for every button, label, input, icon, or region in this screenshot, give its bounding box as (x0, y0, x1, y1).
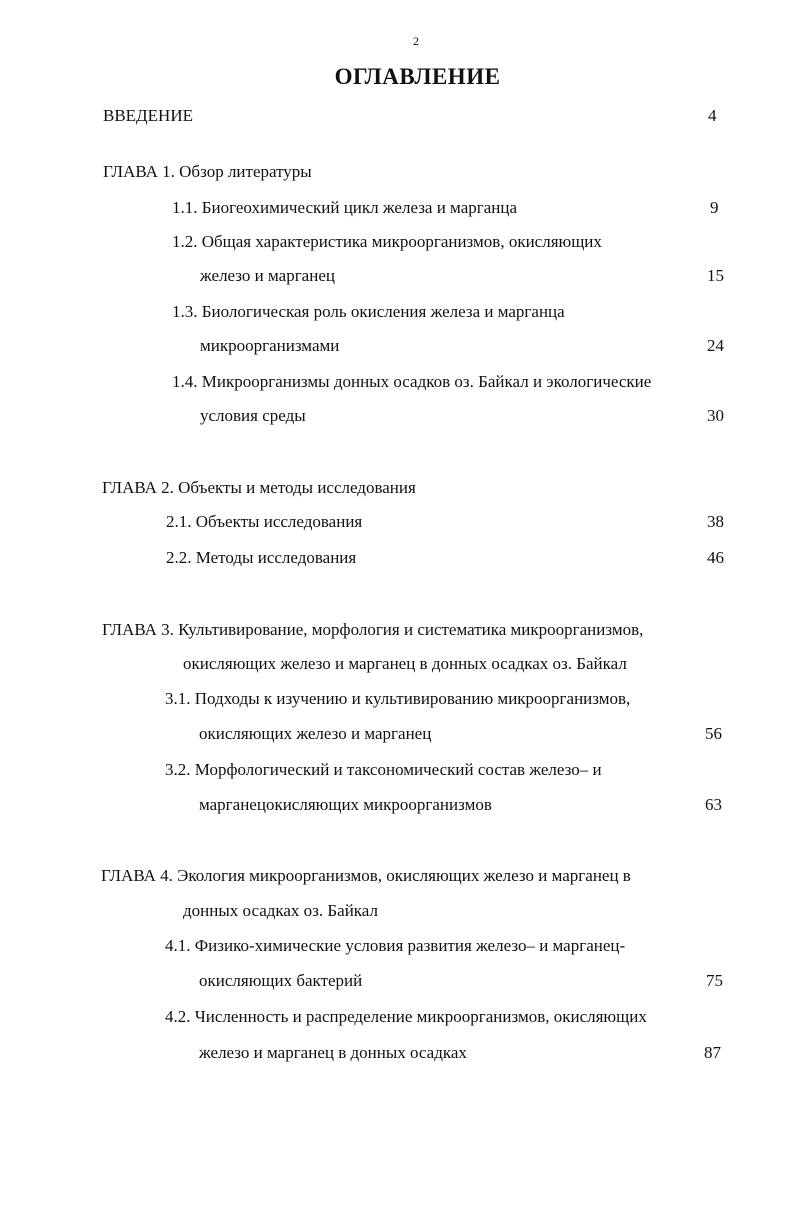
toc-section-3-1-title-line1: 3.1. Подходы к изучению и культивированию микроорганизмов, (165, 689, 631, 708)
toc-intro-page: 4 (708, 106, 717, 125)
toc-section-1-2-title-line1: 1.2. Общая характеристика микроорганизмов, окисляющих (172, 232, 602, 251)
toc-section-4-1-title-line1: 4.1. Физико-химические условия развития железо– и марганец- (165, 936, 626, 955)
toc-section-2-2-title: 2.2. Методы исследования (166, 548, 357, 567)
toc-section-3-1-title-line2: окисляющих железо и марганец (199, 724, 432, 743)
toc-section-4-1-title-line2: окисляющих бактерий (199, 971, 363, 990)
toc-chapter-1-title: ГЛАВА 1. Обзор литературы (103, 162, 312, 181)
toc-section-1-2-title-line2: железо и марганец (200, 266, 335, 285)
toc-chapter-4-title-line2: донных осадках оз. Байкал (183, 901, 378, 920)
toc-chapter-4-title-line1: ГЛАВА 4. Экология микроорганизмов, окисляющих железо и марганец в (101, 866, 631, 885)
toc-section-1-3-page: 24 (707, 336, 724, 355)
page-title: ОГЛАВЛЕНИЕ (334, 64, 501, 89)
toc-section-1-2-page: 15 (707, 266, 724, 285)
toc-section-4-2-page: 87 (704, 1043, 721, 1062)
page-number: 2 (413, 34, 419, 48)
toc-intro-title: ВВЕДЕНИЕ (103, 106, 193, 125)
toc-section-1-3-title-line1: 1.3. Биологическая роль окисления железа и марганца (172, 302, 565, 321)
toc-section-1-4-title-line2: условия среды (200, 406, 306, 425)
toc-chapter-2-title: ГЛАВА 2. Объекты и методы исследования (102, 478, 416, 497)
toc-section-1-1-page: 9 (710, 198, 719, 217)
toc-chapter-3-title-line1: ГЛАВА 3. Культивирование, морфология и систематика микроорганизмов, (102, 620, 644, 639)
toc-section-1-3-title-line2: микроорганизмами (200, 336, 340, 355)
toc-section-4-1-page: 75 (706, 971, 723, 990)
toc-section-1-4-title-line1: 1.4. Микроорганизмы донных осадков оз. Байкал и экологические (172, 372, 652, 391)
toc-section-3-2-title-line2: марганецокисляющих микроорганизмов (199, 795, 492, 814)
toc-section-2-1-page: 38 (707, 512, 724, 531)
toc-section-2-2-page: 46 (707, 548, 724, 567)
toc-section-1-4-page: 30 (707, 406, 724, 425)
toc-section-4-2-title-line1: 4.2. Численность и распределение микроорганизмов, окисляющих (165, 1007, 647, 1026)
toc-section-3-2-title-line1: 3.2. Морфологический и таксономический состав железо– и (165, 760, 602, 779)
toc-section-4-2-title-line2: железо и марганец в донных осадках (199, 1043, 467, 1062)
toc-section-3-1-page: 56 (705, 724, 722, 743)
toc-chapter-3-title-line2: окисляющих железо и марганец в донных осадках оз. Байкал (183, 654, 627, 673)
toc-section-1-1-title: 1.1. Биогеохимический цикл железа и марганца (172, 198, 517, 217)
toc-section-2-1-title: 2.1. Объекты исследования (166, 512, 363, 531)
toc-section-3-2-page: 63 (705, 795, 722, 814)
